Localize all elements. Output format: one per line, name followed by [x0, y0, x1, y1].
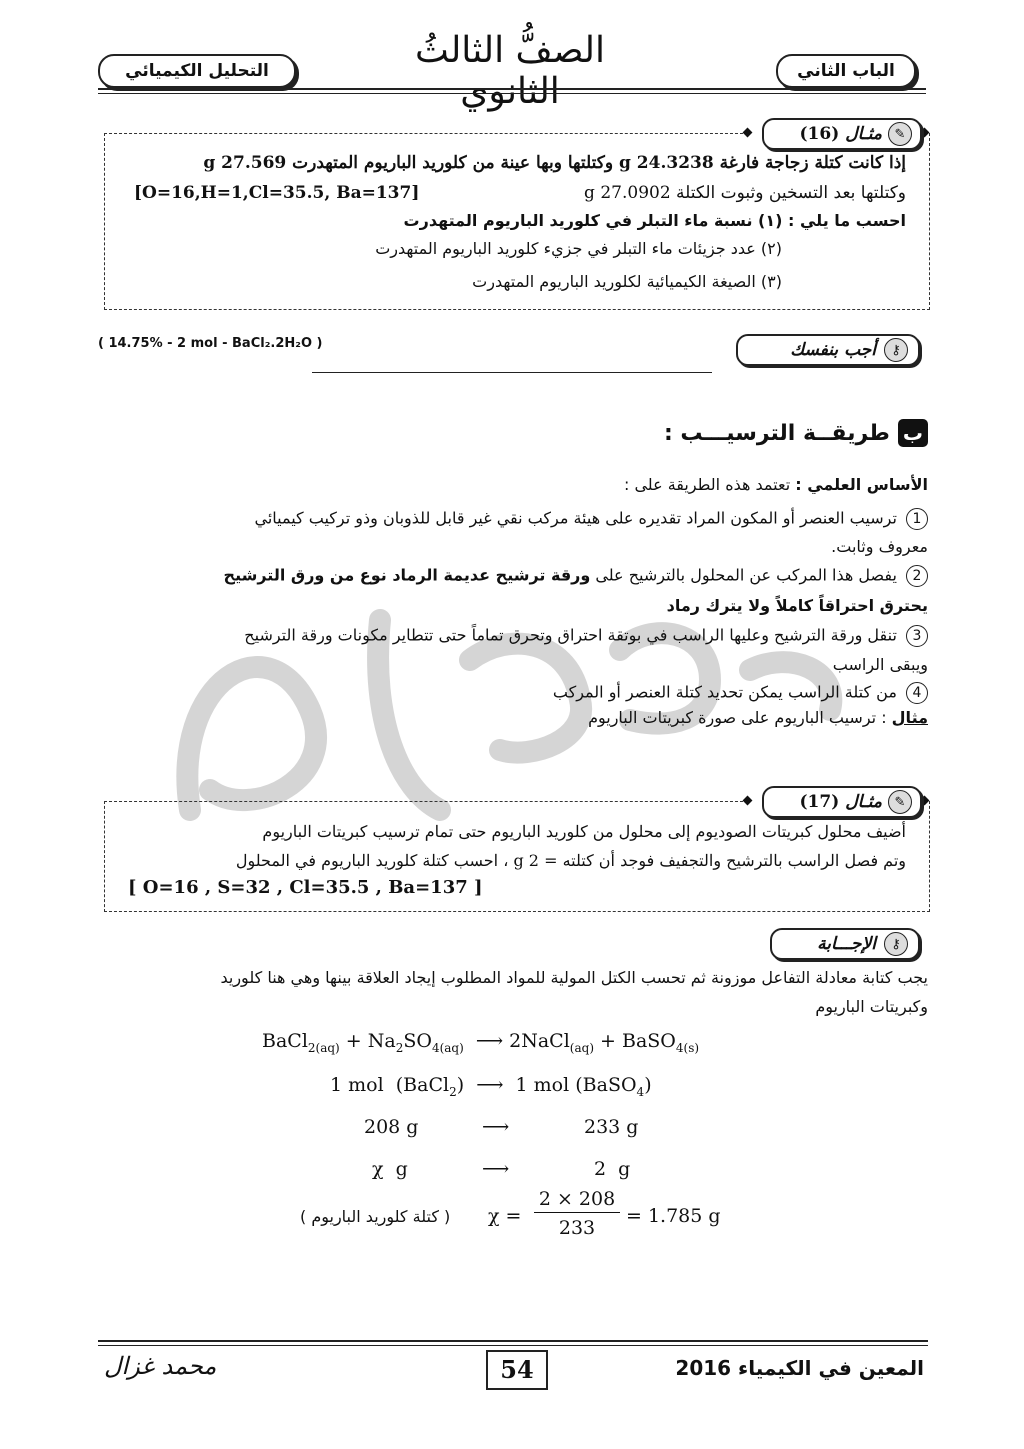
- example17-line1: أضيف محلول كبريتات الصوديوم إلى محلول من كلوريد الباريوم حتى تمام ترسيب كبريتات الباريوم: [262, 822, 906, 841]
- item-number: 2: [906, 565, 928, 587]
- example16-line2-text: وكتلتها بعد التسخين وثبوت الكتلة 27.0902 g: [584, 183, 906, 203]
- basis-heading: الأساس العلمي :: [795, 475, 928, 494]
- basis-item1: [254, 508, 928, 530]
- topic-pill: التحليل الكيميائي: [98, 54, 296, 88]
- footer-rule: [98, 1340, 928, 1342]
- example17-number: (17): [799, 792, 840, 812]
- basis-item3: [244, 625, 928, 647]
- basis-example: [588, 708, 928, 727]
- basis-example-label: مثال: [891, 708, 928, 727]
- header-rule: [98, 88, 926, 90]
- section-b-mark: ب: [898, 419, 928, 447]
- lightbulb-icon: ✎: [888, 790, 912, 814]
- chi-equals: χ =: [488, 1205, 522, 1227]
- example17-label: مثـال: [845, 792, 882, 812]
- self-answer-tag: [736, 334, 920, 366]
- page-number: 54: [486, 1350, 548, 1390]
- header-title: الصفُّ الثالثُ الثانوي: [414, 30, 606, 112]
- result-note: ( كتلة كلوريد الباريوم ): [300, 1207, 451, 1226]
- fraction-numerator: 2 × 208: [534, 1188, 620, 1213]
- answer-tag: [770, 928, 920, 960]
- basis-item3-cont: ويبقى الراسب: [832, 655, 928, 674]
- basis-item1-cont: معروف وثابت.: [831, 537, 928, 556]
- item-number: 3: [906, 625, 928, 647]
- mass-right: 233 g: [584, 1116, 639, 1138]
- footer-signature: محمد غزال: [104, 1352, 217, 1380]
- mol-row: 1 mol (BaCl$_2$) ⟶ 1 mol (BaSO$_4$): [330, 1074, 652, 1099]
- footer-rule-thin: [98, 1345, 928, 1346]
- arrow: ⟶: [482, 1158, 510, 1180]
- basis-item1-text: ترسيب العنصر أو المكون المراد تقديره على هيئة مركب نقي غير قابل للذوبان وذو تركيب كيميائي: [254, 508, 897, 528]
- mol-left: 1 mol: [330, 1074, 384, 1096]
- example16-line2-masses: [O=16,H=1,Cl=35.5, Ba=137]: [134, 183, 420, 203]
- example16-label: مثـال: [845, 124, 882, 144]
- divider: [312, 372, 712, 373]
- key-icon: ⚷: [884, 932, 908, 956]
- x-left: χ g: [372, 1158, 408, 1180]
- example16-line3: احسب ما يلي : (١) نسبة ماء التبلر في كلوريد الباريوم المتهدرت: [403, 211, 906, 230]
- header-rule-thin: [98, 93, 926, 94]
- basis-item2: [224, 565, 928, 587]
- basis-example-text: : ترسيب الباريوم على صورة كبريتات الباريوم: [588, 708, 887, 727]
- example16-line1: إذا كانت كتلة زجاجة فارغة 24.3238 g وكتلتها وبها عينة من كلوريد الباريوم المتهدرت 27.569 g: [203, 153, 906, 173]
- arrow: ⟶: [482, 1116, 510, 1138]
- answer-line2: وكبريتات الباريوم: [815, 997, 928, 1016]
- basis-heading-line: [624, 475, 928, 494]
- basis-item4-text: من كتلة الراسب يمكن تحديد كتلة العنصر أو المركب: [552, 682, 897, 702]
- chapter-pill: الباب الثاني: [776, 54, 916, 88]
- answer-line1: يجب كتابة معادلة التفاعل موزونة ثم تحسب الكتل المولية للمواد المطلوب إيجاد العلاقة بينها وهي هنا كلوريد: [220, 968, 928, 987]
- example16-line5: (٣) الصيغة الكيميائية لكلوريد الباريوم المتهدرت: [472, 272, 782, 291]
- basis-item4: [553, 682, 928, 704]
- section-b-title: [664, 419, 928, 447]
- answer-label: الإجـــابة: [817, 934, 876, 954]
- example16-number: (16): [799, 124, 840, 144]
- fraction: [534, 1188, 620, 1239]
- lightbulb-icon: ✎: [888, 122, 912, 146]
- item-number: 4: [906, 682, 928, 704]
- example17-line2: وتم فصل الراسب بالترشيح والتجفيف فوجد أن كتلته = 2 g ، احسب كتلة كلوريد الباريوم في المحلول: [235, 851, 906, 870]
- item-number: 1: [906, 508, 928, 530]
- self-answer-label: أجب بنفسك: [790, 340, 876, 360]
- section-b-heading: طريقــة الترسيـــب :: [663, 420, 890, 446]
- basis-item2-text: يفصل هذا المركب عن المحلول بالترشيح على: [595, 565, 897, 585]
- key-icon: ⚷: [884, 338, 908, 362]
- basis-item2-bold: ورقة ترشيح عديمة الرماد نوع من ورق الترشيح: [223, 565, 591, 585]
- self-answer-result: ( 14.75% - 2 mol - BaCl₂.2H₂O ): [98, 336, 323, 351]
- fraction-denominator: 233: [558, 1217, 596, 1239]
- x-right: 2 g: [594, 1158, 631, 1180]
- reaction-equation: BaCl$_{2(aq)}$ + $Na_2SO_{4(aq)}$ ⟶ 2NaCl$_{(aq)}$ + BaSO$_{4(s)}$: [262, 1030, 700, 1055]
- mass-left: 208 g: [364, 1116, 419, 1138]
- basis-item3-text: تنقل ورقة الترشيح وعليها الراسب في بوتقة احتراق وتحرق تماماً حتى تتطاير مكونات ورقة الترشيح: [244, 625, 897, 645]
- example16-line4: (٢) عدد جزيئات ماء التبلر في جزيء كلوريد الباريوم المتهدرت: [375, 239, 782, 258]
- basis-intro: تعتمد هذه الطريقة على :: [623, 475, 791, 494]
- example17-line3: [ O=16 , S=32 , Cl=35.5 , Ba=137 ]: [128, 877, 483, 898]
- basis-item2-cont: يحترق احتراقاً كاملاً ولا يترك رماد: [666, 596, 928, 615]
- mol-right: 1 mol: [515, 1074, 570, 1096]
- result-value: = 1.785 g: [626, 1205, 721, 1227]
- book-title: المعين في الكيمياء 2016: [675, 1356, 924, 1380]
